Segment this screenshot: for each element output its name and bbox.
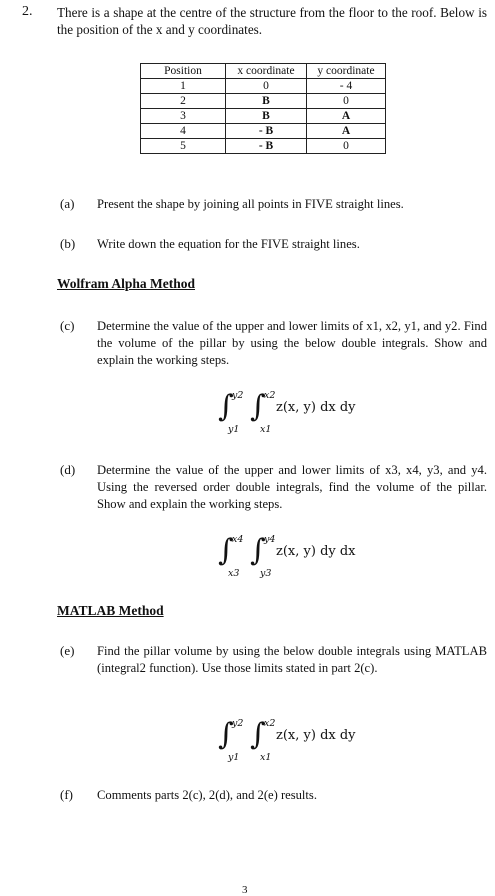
outer-upper-limit: y2 <box>232 718 244 729</box>
part-b-text: Write down the equation for the FIVE straight lines. <box>97 237 360 251</box>
table-cell: B <box>226 109 307 124</box>
wolfram-heading: Wolfram Alpha Method <box>57 276 196 291</box>
header-x-coordinate: x coordinate <box>226 64 307 79</box>
table-cell: A <box>307 109 386 124</box>
matlab-heading: MATLAB Method <box>57 603 164 618</box>
table-cell: - 4 <box>307 79 386 94</box>
integral-sign: ∫ <box>250 533 266 568</box>
part-b-label: (b) <box>60 236 76 251</box>
integral-sign: ∫ <box>218 533 234 568</box>
outer-upper-limit: x4 <box>232 534 244 545</box>
inner-upper-limit: y4 <box>264 534 276 545</box>
part-d-text: Determine the value of the upper and lower limits of x3, x4, y3, and y4. Using the reversed order double integrals, find the volume of the pillar. Show and explain the working steps. <box>97 463 487 511</box>
inner-lower-limit: x1 <box>260 752 272 763</box>
table-cell: A <box>307 124 386 139</box>
outer-lower-limit: y1 <box>228 424 240 435</box>
outer-lower-limit: y1 <box>228 752 240 763</box>
table-cell: - B <box>226 124 307 139</box>
table-row <box>141 139 386 154</box>
part-f-text: Comments parts 2(c), 2(d), and 2(e) results. <box>97 788 317 802</box>
part-c-text: Determine the value of the upper and lower limits of x1, x2, y1, and y2. Find the volume of the pillar by using the below double integrals. Show and explain the working steps. <box>97 319 487 367</box>
table-cell: 1 <box>141 79 226 94</box>
integral-e <box>218 717 378 768</box>
table-row <box>141 79 386 94</box>
table-cell: 0 <box>307 94 386 109</box>
table-cell: 3 <box>141 109 226 124</box>
coordinate-table <box>140 63 386 154</box>
inner-lower-limit: y3 <box>260 568 272 579</box>
header-position: Position <box>141 64 226 79</box>
integrand: z(x, y) dx dy <box>276 728 356 743</box>
table-cell: 0 <box>226 79 307 94</box>
integral-sign: ∫ <box>250 389 266 424</box>
table-row <box>141 94 386 109</box>
table-cell: 4 <box>141 124 226 139</box>
part-a-label: (a) <box>60 196 75 211</box>
page-number: 3 <box>242 884 248 896</box>
part-d-label: (d) <box>60 462 76 477</box>
integral-d <box>218 533 378 584</box>
integral-sign: ∫ <box>250 717 266 752</box>
table-cell: - B <box>226 139 307 154</box>
integral-sign: ∫ <box>218 389 234 424</box>
table-row <box>141 109 386 124</box>
part-f-label: (f) <box>60 787 73 802</box>
table-header-row <box>141 64 386 79</box>
table-row <box>141 124 386 139</box>
table-cell: 0 <box>307 139 386 154</box>
part-e-text: Find the pillar volume by using the below double integrals using MATLAB (integral2 function). Use those limits stated in part 2(c). <box>97 644 487 675</box>
table-cell: 5 <box>141 139 226 154</box>
outer-lower-limit: x3 <box>228 568 240 579</box>
question-number: 2. <box>22 4 33 19</box>
part-e-label: (e) <box>60 643 75 658</box>
part-c-label: (c) <box>60 318 75 333</box>
inner-upper-limit: x2 <box>264 718 276 729</box>
outer-upper-limit: y2 <box>232 390 244 401</box>
integral-sign: ∫ <box>218 717 234 752</box>
inner-lower-limit: x1 <box>260 424 272 435</box>
inner-upper-limit: x2 <box>264 390 276 401</box>
question-intro: There is a shape at the centre of the structure from the floor to the roof. Below is the position of the x and y coordinates. <box>57 5 487 37</box>
integral-c <box>218 389 378 440</box>
part-a-text: Present the shape by joining all points in FIVE straight lines. <box>97 197 404 211</box>
table-cell: B <box>226 94 307 109</box>
table-cell: 2 <box>141 94 226 109</box>
header-y-coordinate: y coordinate <box>307 64 386 79</box>
integrand: z(x, y) dx dy <box>276 400 356 415</box>
integrand: z(x, y) dy dx <box>276 544 356 559</box>
